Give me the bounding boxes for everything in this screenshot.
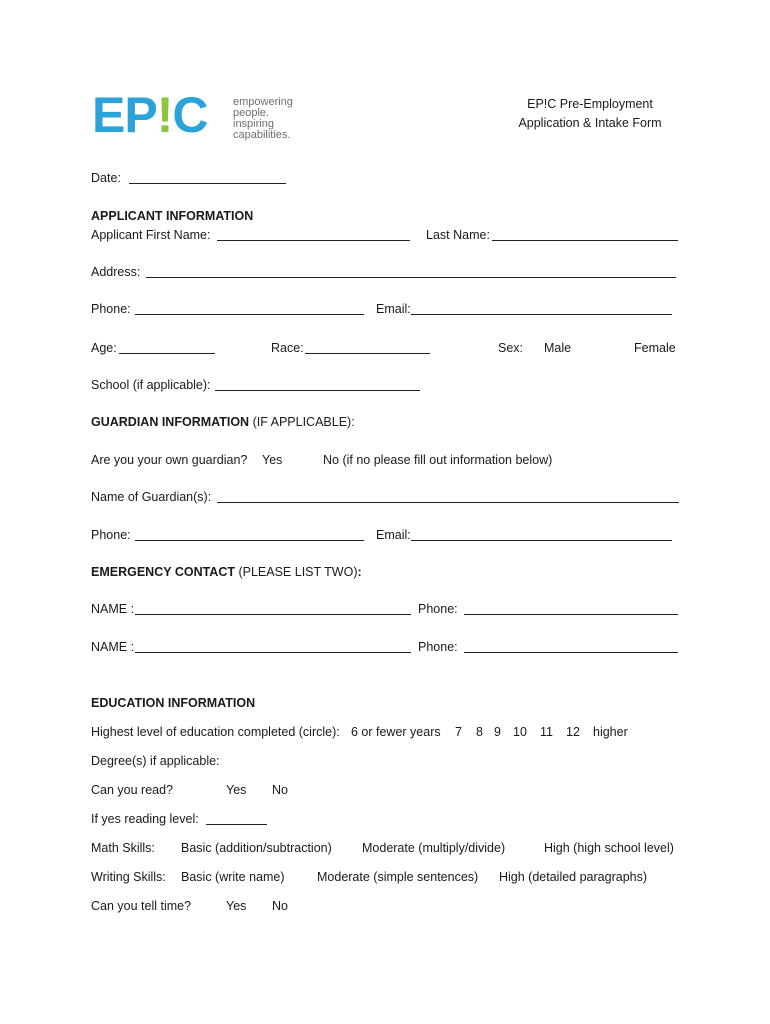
first-name-field[interactable] <box>217 240 410 241</box>
education-level-11[interactable]: 11 <box>540 725 553 739</box>
emergency-phone-label-1: Phone: <box>418 602 458 616</box>
form-title-line2: Application & Intake Form <box>518 116 662 130</box>
reading-level-label: If yes reading level: <box>91 812 199 826</box>
education-level-9[interactable]: 9 <box>494 725 501 739</box>
logo-c: C <box>172 87 208 143</box>
form-title <box>505 95 675 133</box>
date-label: Date: <box>91 171 121 185</box>
guardian-name-label: Name of Guardian(s): <box>91 490 212 504</box>
writing-skills-label: Writing Skills: <box>91 870 166 884</box>
guardian-email-label: Email: <box>376 528 411 542</box>
education-level-12[interactable]: 12 <box>566 725 580 739</box>
last-name-label: Last Name: <box>426 228 490 242</box>
guardian-phone-label: Phone: <box>91 528 131 542</box>
can-read-yes[interactable]: Yes <box>226 783 247 797</box>
writing-basic-option[interactable]: Basic (write name) <box>181 870 285 884</box>
guardian-name-field[interactable] <box>217 502 679 503</box>
race-field[interactable] <box>305 353 430 354</box>
education-level-6-or-fewer[interactable]: 6 or fewer years <box>351 725 441 739</box>
age-field[interactable] <box>119 353 215 354</box>
logo-letters <box>92 88 207 142</box>
guardian-heading-rest: (IF APPLICABLE): <box>249 415 355 429</box>
phone-label: Phone: <box>91 302 131 316</box>
math-basic-option[interactable]: Basic (addition/subtraction) <box>181 841 332 855</box>
emergency-heading-colon: : <box>357 565 362 579</box>
highest-education-label: Highest level of education completed (circle): <box>91 725 340 739</box>
logo-exclaim: ! <box>156 87 173 143</box>
race-label: Race: <box>271 341 304 355</box>
math-high-option[interactable]: High (high school level) <box>544 841 674 855</box>
math-skills-label: Math Skills: <box>91 841 155 855</box>
sex-male-option[interactable]: Male <box>544 341 572 355</box>
emergency-heading-bold: EMERGENCY CONTACT <box>91 565 235 579</box>
tell-time-yes[interactable]: Yes <box>226 899 247 913</box>
emergency-phone-field-2[interactable] <box>464 652 678 653</box>
date-field[interactable] <box>129 183 286 184</box>
education-level-10[interactable]: 10 <box>513 725 527 739</box>
emergency-name-field-2[interactable] <box>135 652 411 653</box>
last-name-field[interactable] <box>492 240 678 241</box>
guardian-phone-field[interactable] <box>135 540 364 541</box>
emergency-heading-rest: (PLEASE LIST TWO) <box>235 565 358 579</box>
sex-female-option[interactable]: Female <box>634 341 676 355</box>
degree-label: Degree(s) if applicable: <box>91 754 220 768</box>
education-level-7[interactable]: 7 <box>455 725 462 739</box>
emergency-heading <box>91 565 362 580</box>
form-title-line1: EP!C Pre-Employment <box>527 97 653 111</box>
logo-tagline-3: inspiring <box>233 118 274 130</box>
emergency-name-label-1: NAME : <box>91 602 135 616</box>
education-heading: EDUCATION INFORMATION <box>91 696 256 710</box>
own-guardian-question: Are you your own guardian? <box>91 453 248 467</box>
email-label: Email: <box>376 302 411 316</box>
emergency-phone-field-1[interactable] <box>464 614 678 615</box>
sex-label: Sex: <box>498 341 524 355</box>
can-read-label: Can you read? <box>91 783 174 797</box>
logo-p: P <box>124 87 157 143</box>
logo-tagline-2: people. <box>233 107 270 119</box>
education-level-higher[interactable]: higher <box>593 725 628 739</box>
own-guardian-no[interactable]: No (if no please fill out information below) <box>323 453 553 467</box>
logo-tagline-4: capabilities. <box>233 129 291 141</box>
logo-tagline <box>233 97 293 141</box>
emergency-name-field-1[interactable] <box>135 614 411 615</box>
education-level-8[interactable]: 8 <box>476 725 483 739</box>
phone-field[interactable] <box>135 314 364 315</box>
tell-time-no[interactable]: No <box>272 899 288 913</box>
can-read-no[interactable]: No <box>272 783 288 797</box>
logo-tagline-1: empowering <box>233 96 293 108</box>
age-label: Age: <box>91 341 117 355</box>
school-field[interactable] <box>215 390 420 391</box>
address-label: Address: <box>91 265 141 279</box>
logo-e: E <box>92 87 125 143</box>
address-field[interactable] <box>146 277 676 278</box>
tell-time-label: Can you tell time? <box>91 899 192 913</box>
writing-moderate-option[interactable]: Moderate (simple sentences) <box>317 870 479 884</box>
guardian-heading-bold: GUARDIAN INFORMATION <box>91 415 250 429</box>
first-name-label: Applicant First Name: <box>91 228 211 242</box>
math-moderate-option[interactable]: Moderate (multiply/divide) <box>362 841 506 855</box>
guardian-heading <box>91 415 355 430</box>
guardian-email-field[interactable] <box>411 540 672 541</box>
emergency-name-label-2: NAME : <box>91 640 135 654</box>
own-guardian-yes[interactable]: Yes <box>262 453 283 467</box>
email-field[interactable] <box>411 314 672 315</box>
reading-level-field[interactable] <box>206 824 267 825</box>
writing-high-option[interactable]: High (detailed paragraphs) <box>499 870 648 884</box>
school-label: School (if applicable): <box>91 378 211 392</box>
emergency-phone-label-2: Phone: <box>418 640 458 654</box>
applicant-heading: APPLICANT INFORMATION <box>91 209 254 223</box>
